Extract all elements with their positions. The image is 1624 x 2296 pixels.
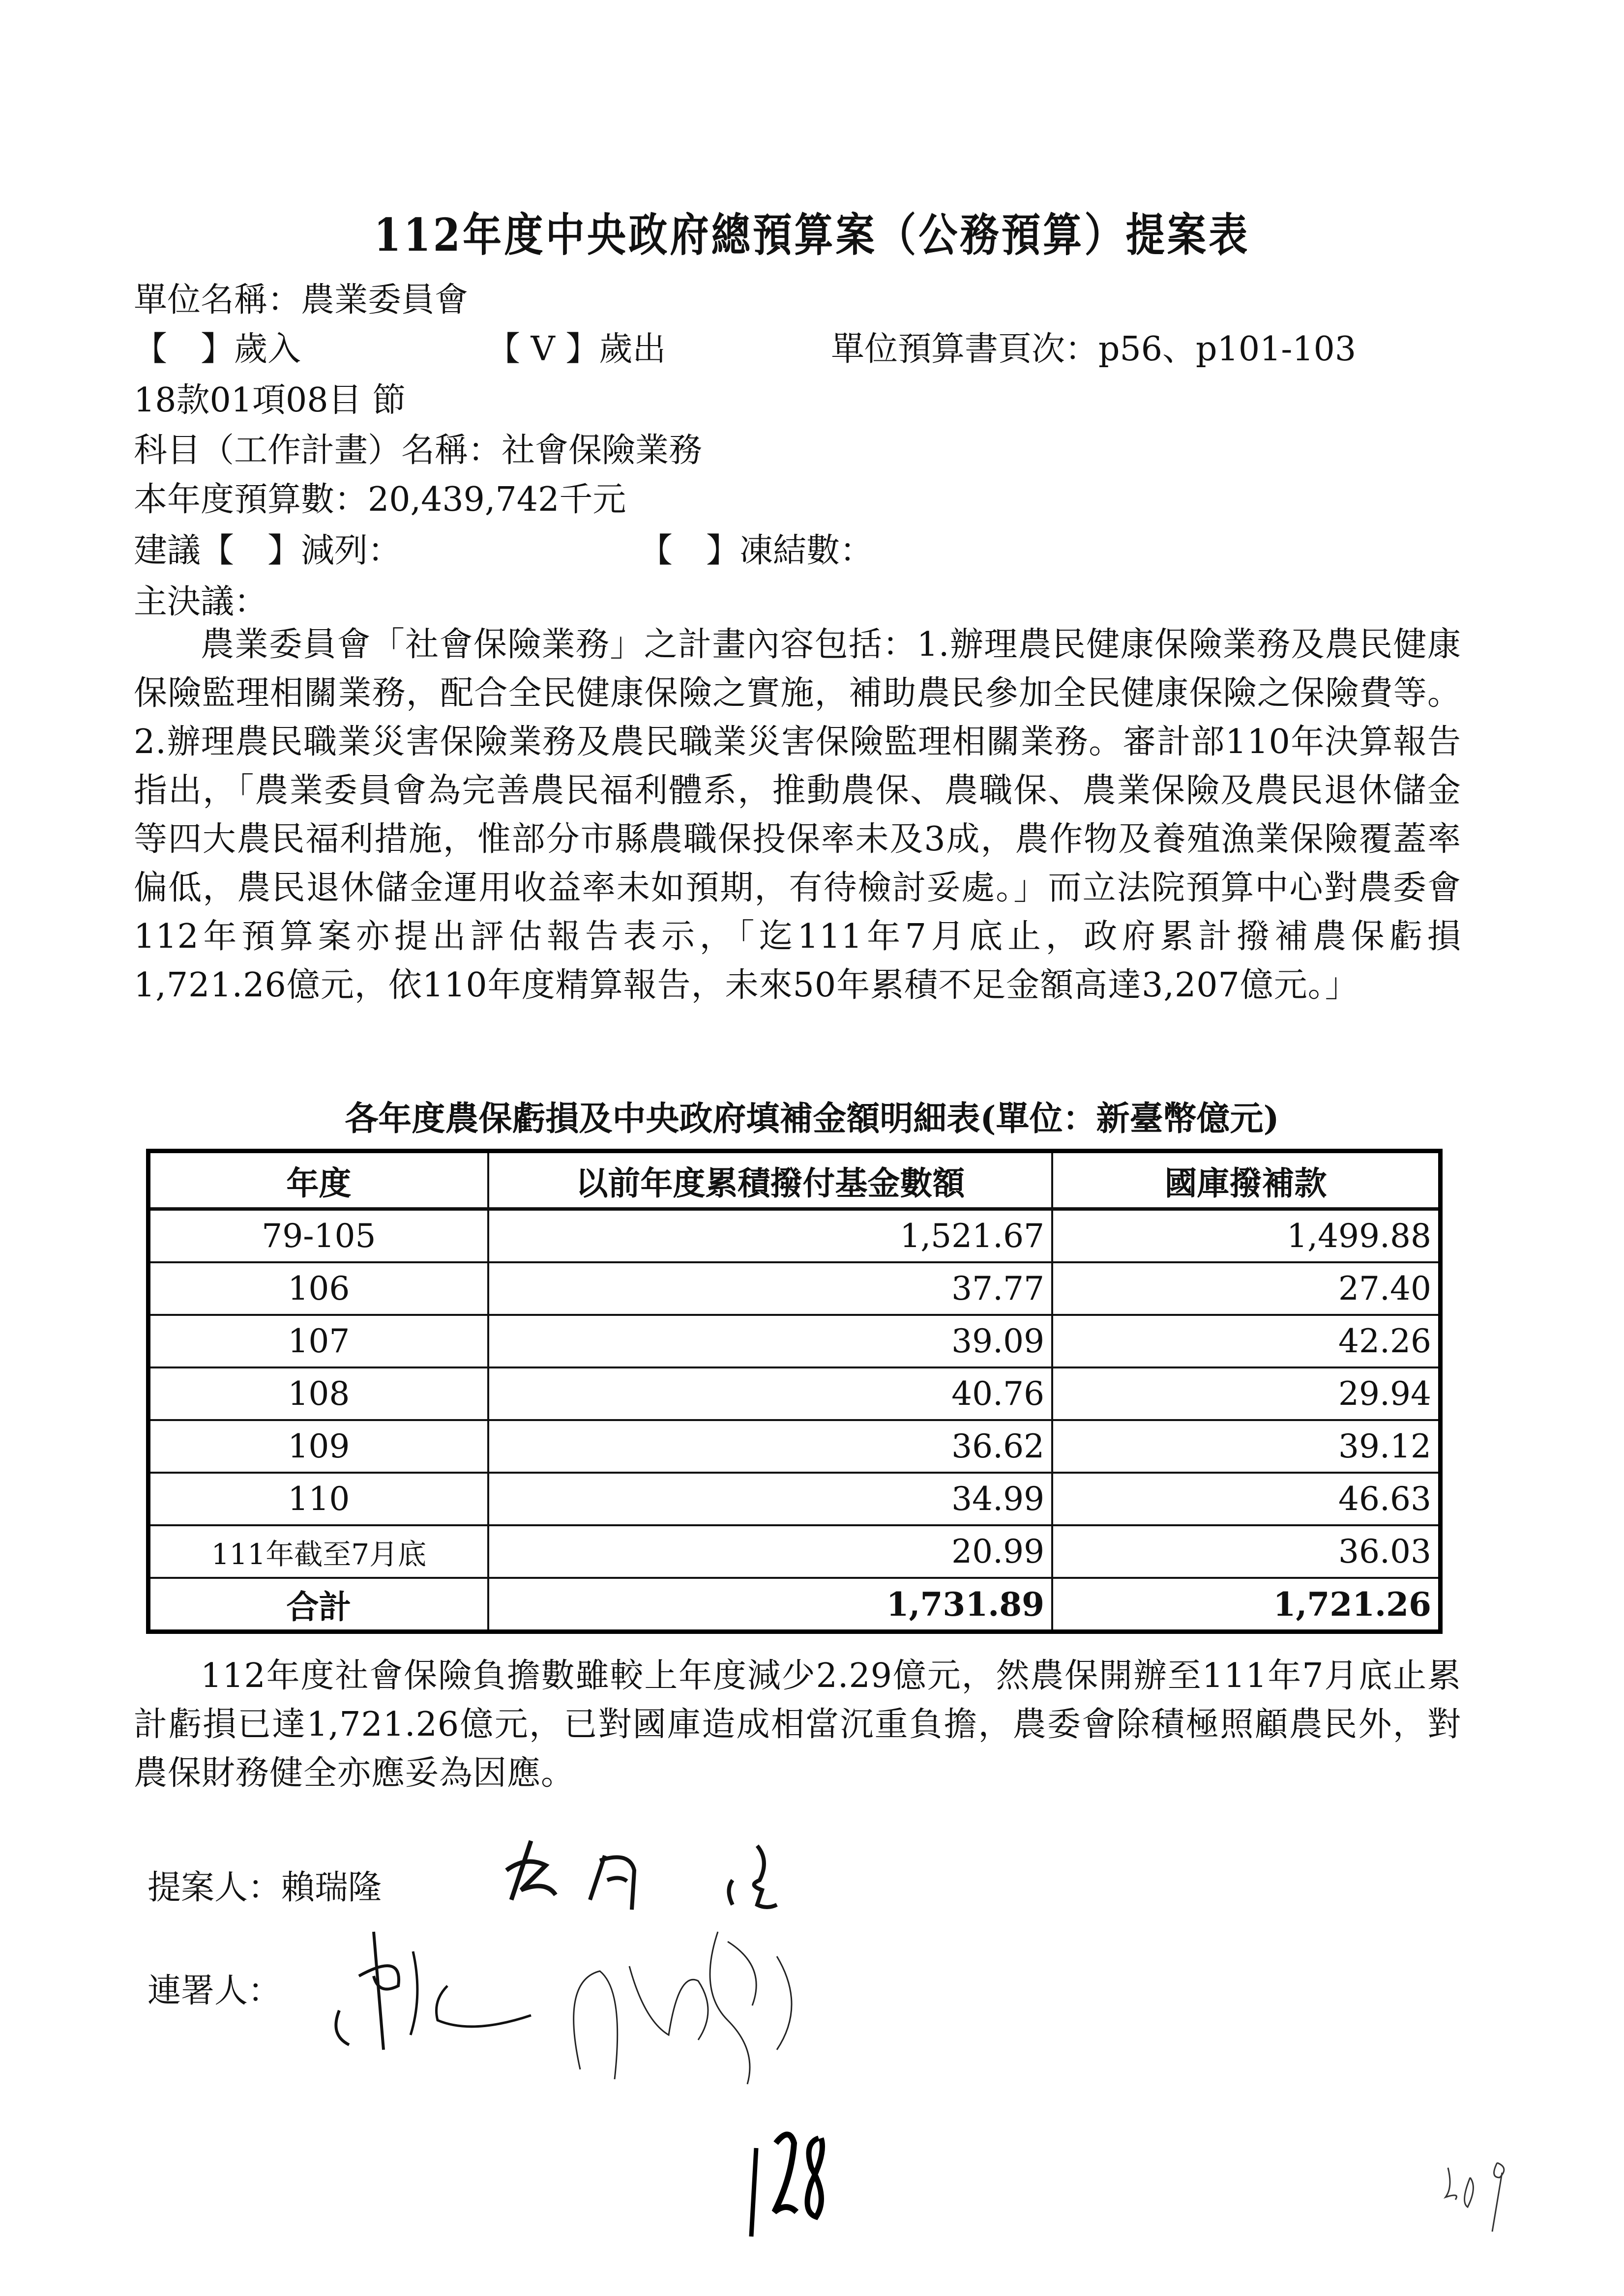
header-cumulative-fund: 以前年度累積撥付基金數額: [488, 1151, 1052, 1209]
total-label: 合計: [148, 1578, 488, 1632]
suggest-cut: 建議【 】減列：: [134, 531, 402, 570]
table-total-row: [148, 1578, 1441, 1632]
treasury-cell: 29.94: [1052, 1367, 1440, 1420]
handwritten-page-mark: [1441, 2158, 1524, 2237]
fund-cell: 36.62: [488, 1420, 1052, 1473]
total-treasury: 1,721.26: [1052, 1578, 1440, 1632]
table-row: [148, 1209, 1441, 1263]
handwritten-128: [742, 2128, 841, 2241]
header-treasury-subsidy: 國庫撥補款: [1052, 1151, 1440, 1209]
suggest-freeze: 【 】凍結數：: [639, 531, 874, 570]
table-row: [148, 1262, 1441, 1315]
table-row: [148, 1473, 1441, 1525]
fund-cell: 1,521.67: [488, 1209, 1052, 1263]
fund-cell: 39.09: [488, 1315, 1052, 1367]
treasury-cell: 46.63: [1052, 1473, 1440, 1525]
document-title: 112年度中央政府總預算案（公務預算）提案表: [374, 208, 1250, 262]
header-year: 年度: [148, 1151, 488, 1209]
proposer-label: 提案人：賴瑞隆: [148, 1868, 382, 1907]
treasury-cell: 42.26: [1052, 1315, 1440, 1367]
table-row: [148, 1420, 1441, 1473]
year-cell: 108: [148, 1367, 488, 1420]
year-cell: 111年截至7月底: [148, 1525, 488, 1578]
table-header-row: [148, 1151, 1441, 1209]
treasury-cell: 27.40: [1052, 1262, 1440, 1315]
handwritten-209: [1441, 2158, 1524, 2237]
revenue-checkbox: 【 】歲入: [134, 330, 301, 369]
year-cell: 110: [148, 1473, 488, 1525]
table-caption: 各年度農保虧損及中央政府填補金額明細表(單位：新臺幣億元): [345, 1099, 1279, 1138]
resolution-paragraph-2: 112年度社會保險負擔數雖較上年度減少2.29億元，然農保開辦至111年7月底止累計虧損已達1,721.26億元，已對國庫造成相當沉重負擔，農委會除積極照顧農民外，對農保財務健全亦應妥為因應。: [134, 1657, 1461, 1793]
table-row: [148, 1367, 1441, 1420]
expenditure-checkbox: 【 V 】歲出: [487, 330, 666, 369]
resolution-label: 主決議：: [134, 582, 268, 621]
total-fund: 1,731.89: [488, 1578, 1052, 1632]
cosigner-signature-scribble: [325, 1922, 964, 2084]
handwritten-page-number: [742, 2128, 841, 2241]
budget-pages: 單位預算書頁次：p56、p101-103: [831, 330, 1357, 369]
cosigner-signatures: [325, 1922, 964, 2084]
deficit-subsidy-table: [146, 1149, 1443, 1634]
table-row: [148, 1525, 1441, 1578]
treasury-cell: 39.12: [1052, 1420, 1440, 1473]
unit-name: 單位名稱：農業委員會: [134, 281, 469, 320]
treasury-cell: 1,499.88: [1052, 1209, 1440, 1263]
resolution-paragraph-1: 農業委員會「社會保險業務」之計畫內容包括：1.辦理農民健康保險業務及農民健康保險監理相關業務，配合全民健康保險之實施，補助農民參加全民健康保險之保險費等。2.辦理農民職業災害保險業務及農民職業災害保險監理相關業務。審計部110年決算報告指出，「農業委員會為完善農民福利體系，推動農保、農職保、農業保險及農民退休儲金等四大農民福利措施，惟部分市縣農職保投保率未及3成，農作物及養殖漁業保險覆蓋率偏低，農民退休儲金運用收益率未如預期，有待檢討妥處。」而立法院預算中心對農委會112年預算案亦提出評估報告表示，「迄111年7月底止，政府累計撥補農保虧損1,721.26億元，依110年度精算報告，未來50年累積不足金額高達3,207億元。」: [134, 625, 1461, 1005]
program-name: 科目（工作計畫）名稱：社會保險業務: [134, 431, 703, 470]
fund-cell: 37.77: [488, 1262, 1052, 1315]
proposer-signature-scribble: [502, 1826, 846, 1924]
fund-cell: 40.76: [488, 1367, 1052, 1420]
year-cell: 109: [148, 1420, 488, 1473]
budget-code: 18款01項08目 節: [134, 381, 406, 420]
proposer-signature: [502, 1826, 846, 1924]
fund-cell: 20.99: [488, 1525, 1052, 1578]
year-cell: 79-105: [148, 1209, 488, 1263]
table-row: [148, 1315, 1441, 1367]
budget-amount: 本年度預算數：20,439,742千元: [134, 480, 626, 519]
fund-cell: 34.99: [488, 1473, 1052, 1525]
cosigner-label: 連署人：: [148, 1972, 282, 2010]
treasury-cell: 36.03: [1052, 1525, 1440, 1578]
year-cell: 107: [148, 1315, 488, 1367]
year-cell: 106: [148, 1262, 488, 1315]
